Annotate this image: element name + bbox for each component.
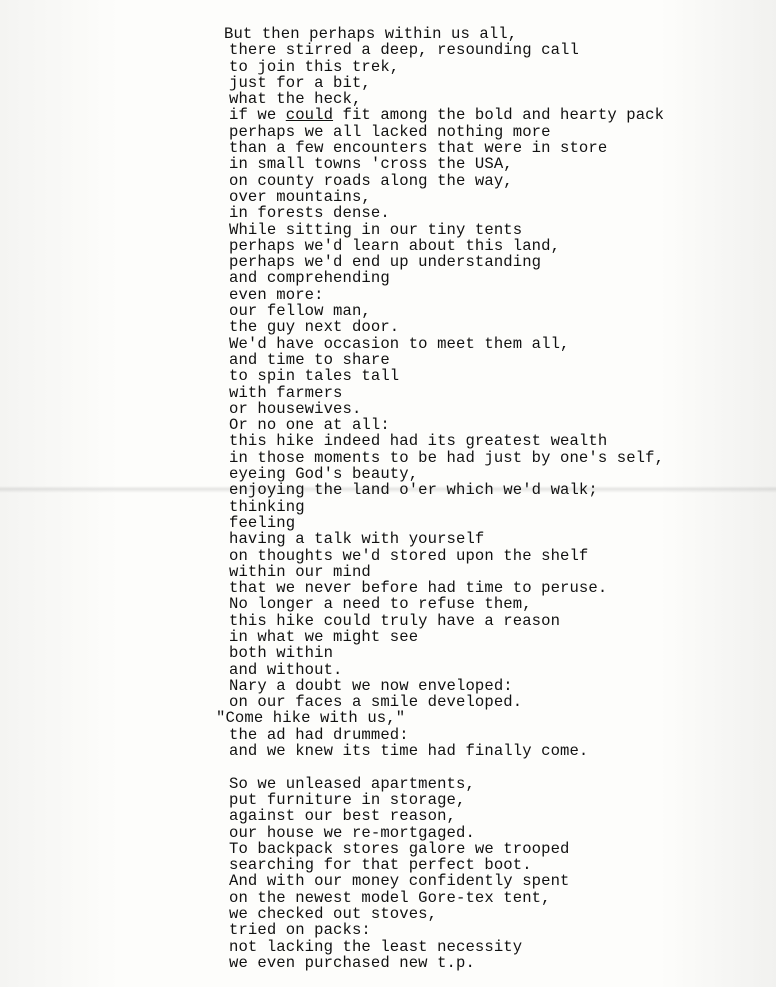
poem-line: We'd have occasion to meet them all,	[229, 334, 570, 353]
poem-line: both within	[229, 644, 334, 663]
poem-line: No longer a need to refuse them,	[229, 595, 532, 614]
poem-line: enjoying the land o'er which we'd walk;	[229, 481, 598, 500]
poem-line: there stirred a deep, resounding call	[229, 41, 579, 60]
poem-line: in those moments to be had just by one's self,	[229, 448, 665, 467]
poem-line: the guy next door.	[229, 318, 400, 337]
poem-line: perhaps we all lacked nothing more	[229, 122, 551, 141]
poem-line-underlined: if we could fit among the bold and hearty pack	[229, 106, 665, 125]
poem-line: on the newest model Gore-tex tent,	[229, 888, 551, 907]
poem-line: thinking	[229, 497, 305, 516]
poem-line: "Come hike with us,"	[216, 709, 406, 728]
poem-line: tried on packs:	[229, 921, 371, 940]
stanza-break	[0, 759, 776, 775]
poem-line: our fellow man,	[229, 302, 371, 321]
poem-line: Or no one at all:	[229, 416, 390, 435]
poem-line: And with our money confidently spent	[229, 872, 570, 891]
poem-line: just for a bit,	[229, 73, 371, 92]
poem-line: not lacking the least necessity	[229, 937, 523, 956]
poem-line: this hike indeed had its greatest wealth	[229, 432, 608, 451]
poem-line: Nary a doubt we now enveloped:	[229, 676, 513, 695]
underlined-word: could	[285, 106, 334, 125]
poem-line: to spin tales tall	[229, 367, 400, 386]
poem-line: on county roads along the way,	[229, 171, 513, 190]
poem-line: we checked out stoves,	[229, 905, 438, 924]
poem-line: this hike could truly have a reason	[229, 611, 561, 630]
stanza-1	[0, 26, 776, 759]
poem-line: having a talk with yourself	[229, 530, 485, 549]
poem-line: what the heck,	[229, 90, 362, 109]
poem-line: While sitting in our tiny tents	[229, 220, 523, 239]
poem-line: perhaps we'd end up understanding	[229, 253, 542, 272]
poem-line: To backpack stores galore we trooped	[229, 839, 570, 858]
poem-line: So we unleased apartments,	[229, 774, 475, 793]
poem-line: feeling	[229, 513, 296, 532]
poem-line: But then perhaps within us all,	[224, 25, 518, 43]
poem-line: the ad had drummed:	[229, 725, 409, 744]
poem-line: to join this trek,	[229, 57, 400, 76]
poem-line: in forests dense.	[229, 204, 390, 223]
poem-line: put furniture in storage,	[229, 790, 466, 809]
poem-line: and without.	[229, 660, 343, 679]
poem-line: in small towns 'cross the USA,	[229, 155, 513, 174]
poem-line: or housewives.	[229, 399, 362, 418]
poem-line: over mountains,	[229, 187, 371, 206]
poem-line: and time to share	[229, 350, 390, 369]
poem-line: and we knew its time had finally come.	[229, 742, 589, 761]
poem-line: with farmers	[229, 383, 343, 402]
poem-line: searching for that perfect boot.	[229, 856, 532, 875]
poem-body	[0, 26, 776, 971]
poem-line: on thoughts we'd stored upon the shelf	[229, 546, 589, 565]
poem-line: we even purchased new t.p.	[229, 953, 475, 972]
poem-line: in what we might see	[229, 627, 419, 646]
poem-line: on our faces a smile developed.	[229, 693, 523, 712]
poem-line: even more:	[229, 285, 324, 304]
poem-line: and comprehending	[229, 269, 390, 288]
poem-line: our house we re-mortgaged.	[229, 823, 475, 842]
poem-line: that we never before had time to peruse.	[229, 579, 608, 598]
poem-line: eyeing God's beauty,	[229, 465, 419, 484]
poem-line: perhaps we'd learn about this land,	[229, 236, 561, 255]
poem-line: against our best reason,	[229, 807, 456, 826]
poem-line: than a few encounters that were in store	[229, 139, 608, 158]
stanza-2	[0, 776, 776, 972]
poem-line: within our mind	[229, 562, 371, 581]
